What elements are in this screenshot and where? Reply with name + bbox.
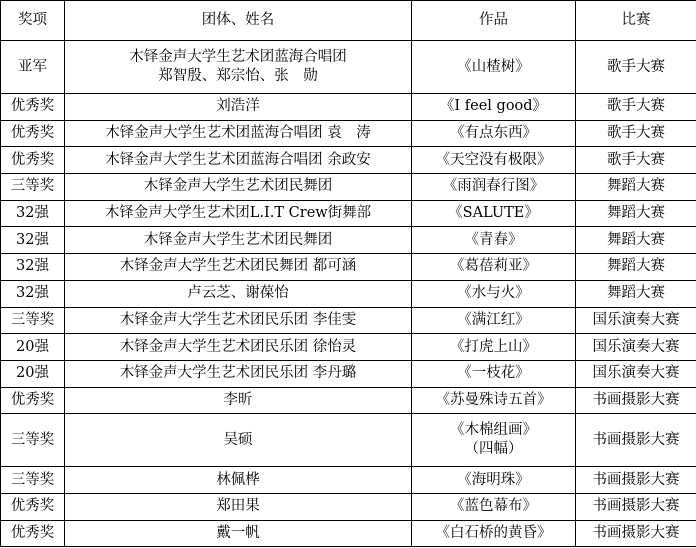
table-row <box>1 387 696 414</box>
table-row <box>1 414 696 467</box>
work-cell: 《葛蓓莉亚》 <box>412 254 576 281</box>
work-cell: 《一枝花》 <box>412 360 576 387</box>
competition-cell: 国乐演奏大赛 <box>576 307 696 334</box>
work-cell: 《雨润春行图》 <box>412 174 576 201</box>
name-cell: 木铎金声大学生艺术团蓝海合唱团 余政安 <box>65 147 412 174</box>
table-row <box>1 147 696 174</box>
work-cell: 《海明珠》 <box>412 467 576 494</box>
award-cell: 优秀奖 <box>1 120 65 147</box>
award-cell: 三等奖 <box>1 174 65 201</box>
name-cell: 木铎金声大学生艺术团民乐团 徐怡灵 <box>65 334 412 361</box>
competition-cell: 书画摄影大赛 <box>576 387 696 414</box>
award-cell: 32强 <box>1 280 65 307</box>
table-row <box>1 227 696 254</box>
table-row <box>1 120 696 147</box>
competition-cell: 国乐演奏大赛 <box>576 334 696 361</box>
header-name: 团体、姓名 <box>65 1 412 41</box>
name-cell: 卢云芝、谢葆怡 <box>65 280 412 307</box>
header-work: 作品 <box>412 1 576 41</box>
competition-cell: 舞蹈大赛 <box>576 254 696 281</box>
name-cell: 吴硕 <box>65 414 412 467</box>
name-cell: 木铎金声大学生艺术团民舞团 都可涵 <box>65 254 412 281</box>
award-cell: 优秀奖 <box>1 387 65 414</box>
name-cell: 木铎金声大学生艺术团蓝海合唱团 郑智殷、郑宗怡、张 勋 <box>65 41 412 94</box>
award-cell: 三等奖 <box>1 307 65 334</box>
name-cell: 木铎金声大学生艺术团L.I.T Crew街舞部 <box>65 200 412 227</box>
name-cell: 木铎金声大学生艺术团民乐团 李丹璐 <box>65 360 412 387</box>
work-cell: 《SALUTE》 <box>412 200 576 227</box>
header-row <box>1 1 696 41</box>
work-cell: 《打虎上山》 <box>412 334 576 361</box>
work-cell: 《天空没有极限》 <box>412 147 576 174</box>
award-cell: 优秀奖 <box>1 147 65 174</box>
table-row <box>1 360 696 387</box>
work-cell: 《I feel good》 <box>412 94 576 121</box>
table-row <box>1 467 696 494</box>
competition-cell: 歌手大赛 <box>576 94 696 121</box>
name-cell: 李昕 <box>65 387 412 414</box>
name-cell: 戴一帆 <box>65 520 412 547</box>
table-row <box>1 334 696 361</box>
name-cell: 木铎金声大学生艺术团民乐团 李佳雯 <box>65 307 412 334</box>
name-cell: 郑田果 <box>65 493 412 520</box>
award-cell: 优秀奖 <box>1 94 65 121</box>
competition-cell: 歌手大赛 <box>576 147 696 174</box>
competition-cell: 书画摄影大赛 <box>576 414 696 467</box>
competition-cell: 国乐演奏大赛 <box>576 360 696 387</box>
award-cell: 32强 <box>1 200 65 227</box>
competition-cell: 舞蹈大赛 <box>576 174 696 201</box>
table-row <box>1 174 696 201</box>
competition-cell: 歌手大赛 <box>576 120 696 147</box>
name-cell: 木铎金声大学生艺术团民舞团 <box>65 174 412 201</box>
name-cell: 林佩桦 <box>65 467 412 494</box>
work-cell: 《木棉组画》 （四幅） <box>412 414 576 467</box>
award-cell: 优秀奖 <box>1 520 65 547</box>
table-row <box>1 94 696 121</box>
award-cell: 32强 <box>1 227 65 254</box>
work-cell: 《山楂树》 <box>412 41 576 94</box>
competition-cell: 书画摄影大赛 <box>576 520 696 547</box>
award-cell: 优秀奖 <box>1 493 65 520</box>
award-cell: 20强 <box>1 334 65 361</box>
competition-cell: 歌手大赛 <box>576 41 696 94</box>
award-cell: 亚军 <box>1 41 65 94</box>
name-cell: 木铎金声大学生艺术团蓝海合唱团 袁 涛 <box>65 120 412 147</box>
work-cell: 《有点东西》 <box>412 120 576 147</box>
table-row <box>1 493 696 520</box>
table-row <box>1 520 696 547</box>
name-cell: 刘浩洋 <box>65 94 412 121</box>
award-cell: 三等奖 <box>1 467 65 494</box>
competition-cell: 舞蹈大赛 <box>576 227 696 254</box>
award-cell: 32强 <box>1 254 65 281</box>
table-row <box>1 200 696 227</box>
competition-cell: 舞蹈大赛 <box>576 200 696 227</box>
work-cell: 《白石桥的黄昏》 <box>412 520 576 547</box>
header-competition: 比赛 <box>576 1 696 41</box>
competition-cell: 舞蹈大赛 <box>576 280 696 307</box>
header-award: 奖项 <box>1 1 65 41</box>
award-cell: 三等奖 <box>1 414 65 467</box>
competition-cell: 书画摄影大赛 <box>576 493 696 520</box>
work-cell: 《苏曼殊诗五首》 <box>412 387 576 414</box>
work-cell: 《水与火》 <box>412 280 576 307</box>
work-cell: 《蓝色幕布》 <box>412 493 576 520</box>
award-cell: 20强 <box>1 360 65 387</box>
name-cell: 木铎金声大学生艺术团民舞团 <box>65 227 412 254</box>
competition-cell: 书画摄影大赛 <box>576 467 696 494</box>
table-row <box>1 41 696 94</box>
table-row <box>1 254 696 281</box>
table-row <box>1 280 696 307</box>
table-row <box>1 307 696 334</box>
work-cell: 《满江红》 <box>412 307 576 334</box>
work-cell: 《青春》 <box>412 227 576 254</box>
